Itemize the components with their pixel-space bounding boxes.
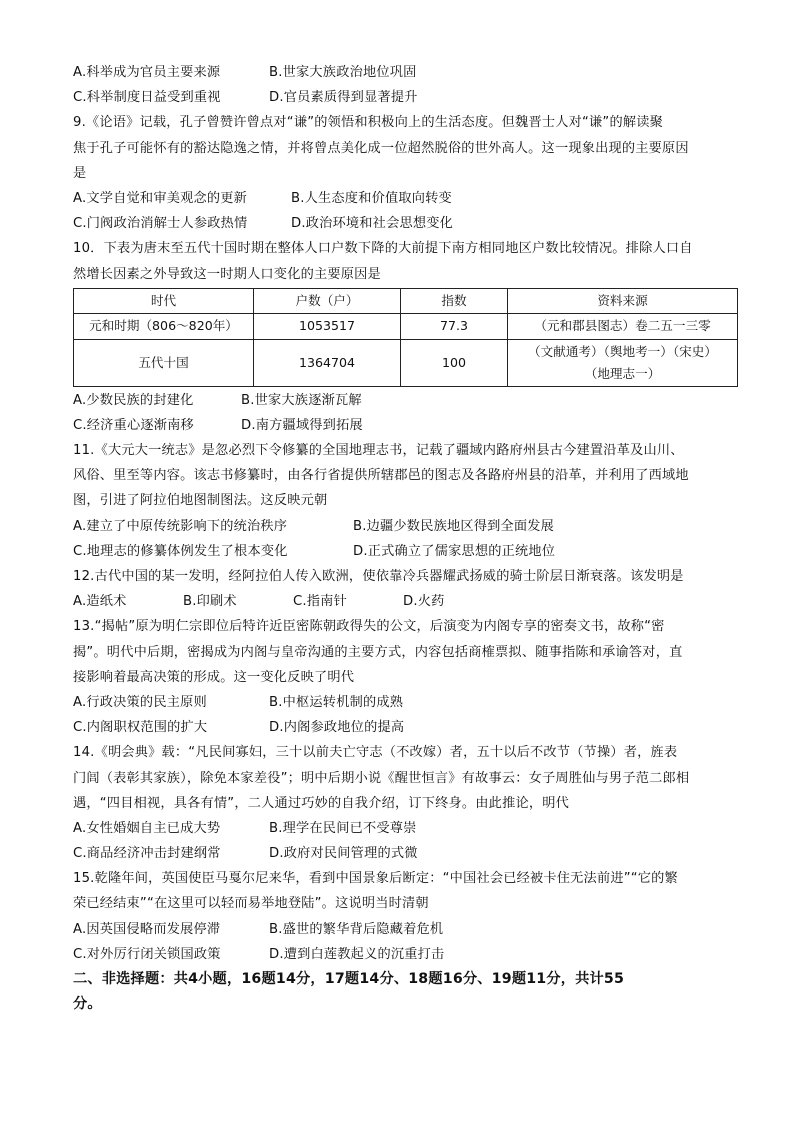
q10-options-row2 bbox=[73, 413, 738, 438]
q10-option-b: B.世家大族逐渐瓦解 bbox=[241, 392, 362, 408]
q13-option-c: C.内阁职权范围的扩大 bbox=[73, 720, 208, 736]
q15-option-c: C.对外厉行闭关锁国政策 bbox=[73, 946, 221, 962]
q12-option-c: C.指南针 bbox=[293, 594, 347, 610]
q11-option-c: C.地理志的修纂体例发生了根本变化 bbox=[73, 543, 288, 559]
section-2-heading: 二、非选择题：共4小题，16题14分，17题14分、18题16分、19题11分，共计55 bbox=[73, 971, 625, 987]
q14-stem-line-3: 遇，“四目相视，具各有情”，二人通过巧妙的自我介绍，订下终身。由此推论，明代 bbox=[73, 795, 570, 811]
q15-option-d: D.遭到白莲教起义的沉重打击 bbox=[269, 946, 445, 962]
q11-options-row2 bbox=[73, 539, 738, 564]
table-cell-source: （元和郡县图志）卷二五一三零 bbox=[508, 313, 738, 339]
q9-option-d: D.政治环境和社会思想变化 bbox=[291, 216, 454, 232]
q13-option-b: B.中枢运转机制的成熟 bbox=[269, 694, 404, 710]
q13-options-row1 bbox=[73, 690, 738, 715]
table-cell-era: 五代十国 bbox=[74, 339, 254, 386]
q14-option-a: A.女性婚姻自主已成大势 bbox=[73, 820, 221, 836]
q14-option-b: B.理学在民间已不受尊崇 bbox=[269, 820, 417, 836]
population-table bbox=[73, 288, 738, 387]
table-header-households: 户数（户） bbox=[254, 288, 401, 313]
q14-option-d: D.政府对民间管理的式微 bbox=[269, 846, 418, 862]
q13-stem-line-3: 接影响着最高决策的形成。这一变化反映了明代 bbox=[73, 669, 355, 685]
q11-stem-line-1: 11.《大元大一统志》是忽必烈下令修纂的全国地理志书，记载了疆域内路府州县古今建置沿革及山川、 bbox=[73, 443, 684, 459]
table-row bbox=[74, 313, 738, 339]
q15-option-a: A.因英国侵略而发展停滞 bbox=[73, 921, 221, 937]
q10-stem-line-2: 然增长因素之外导致这一时期人口变化的主要原因是 bbox=[73, 266, 381, 282]
table-cell-index: 100 bbox=[401, 339, 508, 386]
q8-options-row1 bbox=[73, 60, 738, 85]
q10-stem-line-1: 10．下表为唐末至五代十国时期在整体人口户数下降的大前提下南方相同地区户数比较情况。排除人口自 bbox=[73, 241, 693, 257]
q9-option-b: B.人生态度和价值取向转变 bbox=[291, 190, 452, 206]
q8-option-d: D.官员素质得到显著提升 bbox=[269, 90, 418, 106]
table-cell-index: 77.3 bbox=[401, 313, 508, 339]
q8-option-c: C.科举制度日益受到重视 bbox=[73, 90, 221, 106]
q10-option-d: D.南方疆域得到拓展 bbox=[241, 417, 363, 433]
q15-stem-line-1: 15.乾隆年间，英国使臣马戛尔尼来华，看到中国景象后断定：“中国社会已经被卡住无法前进”“它的繁 bbox=[73, 871, 678, 887]
q8-option-a: A.科举成为官员主要来源 bbox=[73, 65, 221, 80]
table-header-row bbox=[74, 288, 738, 313]
q13-stem-line-1: 13.“揭帖”原为明仁宗即位后特许近臣密陈朝政得失的公文，后演变为内阁专享的密奏文书，故称“密 bbox=[73, 619, 665, 635]
q10-option-c: C.经济重心逐渐南移 bbox=[73, 417, 194, 433]
q13-stem-line-2: 揭”。明代中后期，密揭成为内阁与皇帝沟通的主要方式，内容包括商榷票拟、随事指陈和承谕答对，直 bbox=[73, 644, 683, 660]
q13-option-d: D.内阁参政地位的提高 bbox=[269, 720, 405, 736]
q12-option-b: B.印刷术 bbox=[183, 594, 237, 610]
q14-option-c: C.商品经济冲击封建纲常 bbox=[73, 846, 221, 862]
q15-stem-line-2: 荣已经结束”“在这里可以轻而易举地登陆”。这说明当时清朝 bbox=[73, 896, 429, 912]
q9-options-row2 bbox=[73, 211, 738, 236]
q11-option-d: D.正式确立了儒家思想的正统地位 bbox=[353, 543, 556, 559]
exam-page bbox=[73, 60, 738, 1017]
q9-stem-line-1: 9.《论语》记载，孔子曾赞许曾点对“谦”的领悟和积极向上的生活态度。但魏晋士人对“谦”的解读聚 bbox=[73, 115, 663, 131]
q9-stem-line-2: 焦于孔子可能怀有的豁达隐逸之情，并将曾点美化成一位超然脱俗的世外高人。这一现象出现的主要原因 bbox=[73, 140, 689, 156]
q9-option-c: C.门阀政治消解士人参政热情 bbox=[73, 216, 248, 232]
table-row bbox=[74, 339, 738, 386]
q13-option-a: A.行政决策的民主原则 bbox=[73, 694, 207, 710]
q12-stem-line-1: 12.古代中国的某一发明，经阿拉伯人传入欧洲，使依靠冷兵器耀武扬威的骑士阶层日渐衰落。该发明是 bbox=[73, 569, 684, 584]
table-cell-source: （文献通考）（舆地考一）（宋史） （地理志一） bbox=[508, 339, 738, 386]
q11-option-b: B.边疆少数民族地区得到全面发展 bbox=[353, 518, 555, 534]
table-header-era: 时代 bbox=[74, 288, 254, 313]
q10-option-a: A.少数民族的封建化 bbox=[73, 392, 194, 408]
q11-stem-line-2: 风俗、里至等内容。该志书修纂时，由各行省提供所辖郡邑的图志及各路府州县的沿革，并利用了西域地 bbox=[73, 468, 689, 484]
q14-stem-line-2: 门闾（表彰其家族），除免本家差役”；明中后期小说《醒世恒言》有故事云：女子周胜仙与男子范二郎相 bbox=[73, 770, 690, 786]
table-header-index: 指数 bbox=[401, 288, 508, 313]
q14-options-row1 bbox=[73, 816, 738, 841]
q9-options-row1 bbox=[73, 186, 738, 211]
q9-option-a: A.文学自觉和审美观念的更新 bbox=[73, 190, 248, 206]
q14-stem-line-1: 14.《明会典》载：“凡民间寡妇，三十以前夫亡守志（不改嫁）者，五十以后不改节（节操）者，旌表 bbox=[73, 745, 678, 761]
q8-options-row2 bbox=[73, 85, 738, 110]
q12-option-a: A.造纸术 bbox=[73, 594, 127, 610]
q10-options-row1 bbox=[73, 388, 738, 413]
q15-options-row1 bbox=[73, 917, 738, 942]
table-header-source: 资料来源 bbox=[508, 288, 738, 313]
q14-options-row2 bbox=[73, 841, 738, 866]
q12-options-row bbox=[73, 589, 738, 614]
q11-stem-line-3: 图，引进了阿拉伯地图制图法。这反映元朝 bbox=[73, 493, 328, 509]
q11-option-a: A.建立了中原传统影响下的统治秩序 bbox=[73, 518, 288, 534]
table-cell-households: 1364704 bbox=[254, 339, 401, 386]
section-2-heading-cont: 分。 bbox=[73, 996, 102, 1013]
q11-options-row1 bbox=[73, 514, 738, 539]
q8-option-b: B.世家大族政治地位巩固 bbox=[269, 65, 417, 80]
table-cell-households: 1053517 bbox=[254, 313, 401, 339]
q9-stem-line-3: 是 bbox=[73, 165, 87, 181]
table-cell-era: 元和时期（806～820年） bbox=[74, 313, 254, 339]
q12-option-d: D.火药 bbox=[403, 594, 445, 610]
q15-option-b: B.盛世的繁华背后隐藏着危机 bbox=[269, 921, 444, 937]
q15-options-row2 bbox=[73, 942, 738, 967]
q13-options-row2 bbox=[73, 715, 738, 740]
